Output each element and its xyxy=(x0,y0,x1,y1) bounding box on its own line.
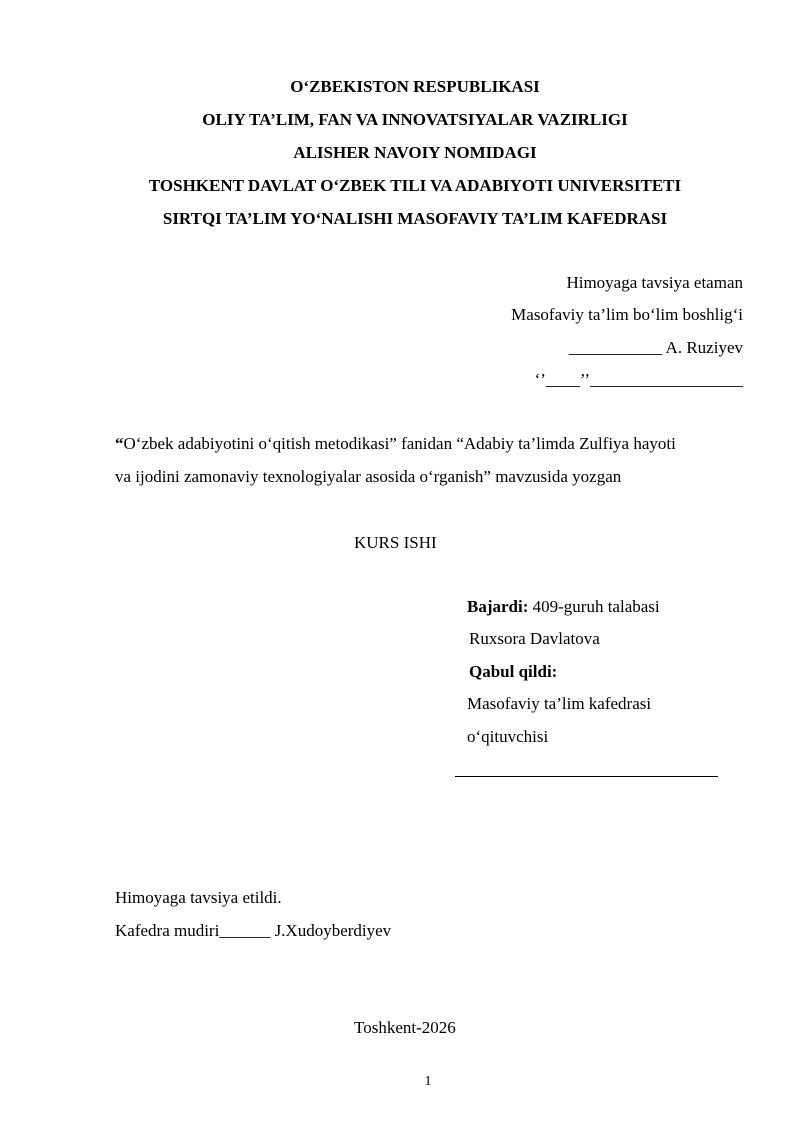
approval-date-line: ‘’____’’__________________ xyxy=(534,370,743,389)
page-number: 1 xyxy=(424,1074,432,1089)
city-year: Toshkent-2026 xyxy=(354,1018,456,1037)
topic-open-quote: “ xyxy=(115,434,124,453)
topic-line-1 xyxy=(115,434,676,454)
performer-name: Ruxsora Davlatova xyxy=(469,629,600,648)
header-department: SIRTQI TA’LIM YO‘NALISHI MASOFAVIY TA’LIM KAFEDRASI xyxy=(162,209,668,228)
reviewer-signature-line xyxy=(455,776,718,777)
reviewer-label: Qabul qildi: xyxy=(469,662,558,681)
approval-position: Masofaviy ta’lim bo‘lim boshlig‘i xyxy=(511,305,743,324)
recommendation-line-2: Kafedra mudiri______ J.Xudoyberdiyev xyxy=(115,921,392,940)
reviewer-department: Masofaviy ta’lim kafedrasi xyxy=(467,694,652,713)
performer-label: Bajardi: xyxy=(467,597,529,616)
topic-text-1: O‘zbek adabiyotini o‘qitish metodikasi” fanidan “Adabiy ta’limda Zulfiya hayoti xyxy=(123,434,676,453)
reviewer-role: o‘qituvchisi xyxy=(467,727,549,746)
approval-recommend: Himoyaga tavsiya etaman xyxy=(566,273,743,292)
performer-line xyxy=(467,597,660,617)
approval-signature: ___________ A. Ruziyev xyxy=(568,338,743,357)
work-type: KURS ISHI xyxy=(354,533,437,552)
performer-group: 409-guruh talabasi xyxy=(528,597,660,616)
header-country: O‘ZBEKISTON RESPUBLIKASI xyxy=(290,77,540,96)
topic-line-2: va ijodini zamonaviy texnologiyalar asosida o‘rganish” mavzusida yozgan xyxy=(115,467,622,486)
header-university: TOSHKENT DAVLAT O‘ZBEK TILI VA ADABIYOTI UNIVERSITETI xyxy=(148,176,682,195)
header-ministry: OLIY TA’LIM, FAN VA INNOVATSIYALAR VAZIRLIGI xyxy=(202,110,628,129)
header-named-after: ALISHER NAVOIY NOMIDAGI xyxy=(293,143,537,162)
recommendation-line-1: Himoyaga tavsiya etildi. xyxy=(115,888,282,907)
